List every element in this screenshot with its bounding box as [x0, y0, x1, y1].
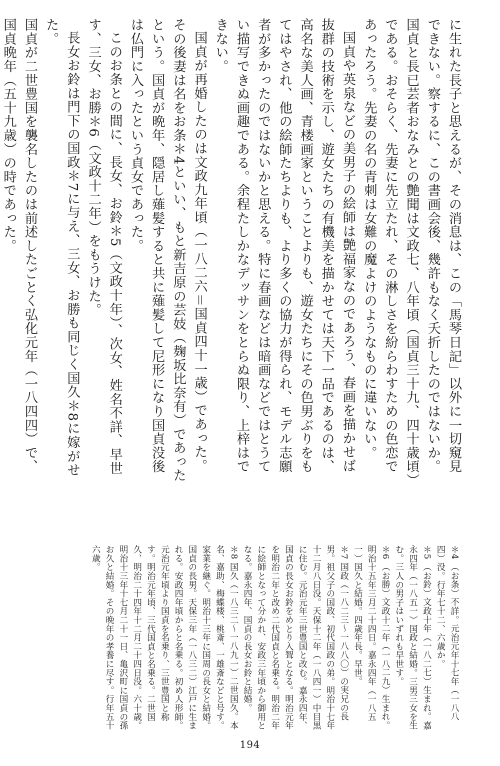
footnotes: [48, 545, 460, 730]
paragraph: このお条との間に、長女、お鈴＊5（文政十年）、次女、姓名不詳、早世す、三女、お勝＊6（文政十二年）をもうけた。: [85, 18, 122, 476]
paragraph: 国貞や英泉などの美男子の絵師は艶福家なのであろう、春画を描かせば抜群の技術を示し、遊女たちの有機美を描かせては天下一品であるのは、高名な美人画、青楼画家ということよりも、遊女たちにその色男ぶりをもてはやされ、他の絵師たちよりも、より多くの協力が得られ、モデル志願者が多かったのではないかと思える。特に春画などは暗画などではとうてい描写できぬ画趣である。余程たしかなデッサンをとらぬ限り、上梓はできない。: [212, 18, 355, 474]
paragraph: 長女お鈴は門下の国政＊7に与え、三女、お勝も同じく国久＊8に嫁がせた。: [43, 18, 80, 477]
footnote: ＊4 （お条）不詳。元治元年十七年（一八八四）没。行年七十二、六歳か。: [435, 545, 459, 721]
paragraph: に生れた長子と思えるが、その消息は、この「馬琴日記」以外に一切窺見できない。察するに、この書画会後、幾許もなく夭折したのではないか。国貞と長已芸者おなみとの艶聞は文政七、八年頃（国貞三十九、四十歳頃）である。おそらく、先妻に先立たれ、その淋しさを紛らわすための色恋であったろう。先妻の名の青刺は女難の魔よけのようなものに違いない。: [361, 18, 461, 481]
footnote: ＊5 （お鈴）文政十年（一八二七）生まれ。嘉永四年（一八五一）国政と結婚。三男三女を生む。三人の男子はいずれも早世す。: [393, 545, 432, 730]
page-number: 194: [239, 740, 261, 751]
footnote: ＊6 （お勝）文政十二年（一八二九）生まれ。明治十五年三月二十四日。嘉永四年（一八五一）国久と結婚。四歳年長。早世。: [352, 545, 391, 730]
paragraph: 国貞が二世豊国を襲名したのは前述したごとく弘化元年（一八四四）で、国貞晩年（五十九歳）の時であった。: [0, 18, 37, 474]
footnote: ＊8 国久（一八三二〜一八九一）二世国久。本名、嘉助、梅蝶楼、桃斎、一雄斎などと号す。家業を継ぐ。明治十三年に国周の長女と結婚。国貞の長男。天保三年（一八三二）江戸に生まれる。安政四年頃からと名乗る。初め人形師。元治元年頃より国貞を名乗り、三世豊国と称す。明治元年頃、三代国貞と名乗る。二世国久、明治二十四年十二月二十四日没。六十歳。: [131, 545, 239, 730]
main-body-text: [0, 18, 464, 486]
paragraph: 国貞が再婚したのは文政九年頃（一八二六＝国貞四十一歳）であった。その後妻は名をお条＊4といい、もと新吉原の芸妓（麹坂比奈有）であったという。国貞が晩年、隠居し薙髪すると共に薙髪して尼形になり国貞没後は仏門に入ったという貞女であった。: [127, 18, 207, 483]
footnote: 明治十三年十七月二十一日、亀沢町に国貞の孫お久と結婚。その晩年の孝養に尽す。行年五十六歳。: [90, 545, 128, 730]
footnote: ＊7 国政（一八二三〜一八八〇）の実兄の長男。祖父子の国政、初代国政の弟。明治十七年十二月八日没。天保十二年（一八四一）中目黒に住む。元治元年三世豊国と改む。嘉永四年、国貞の長女お鈴をめとり入聟となる。明治元年を明治二年と改め二代国貞と名乗る。明治二年に絵師となって分かれ、安政三年頃から御用となる。嘉永四年、国貞の長女お鈴と結婚。: [242, 545, 349, 730]
